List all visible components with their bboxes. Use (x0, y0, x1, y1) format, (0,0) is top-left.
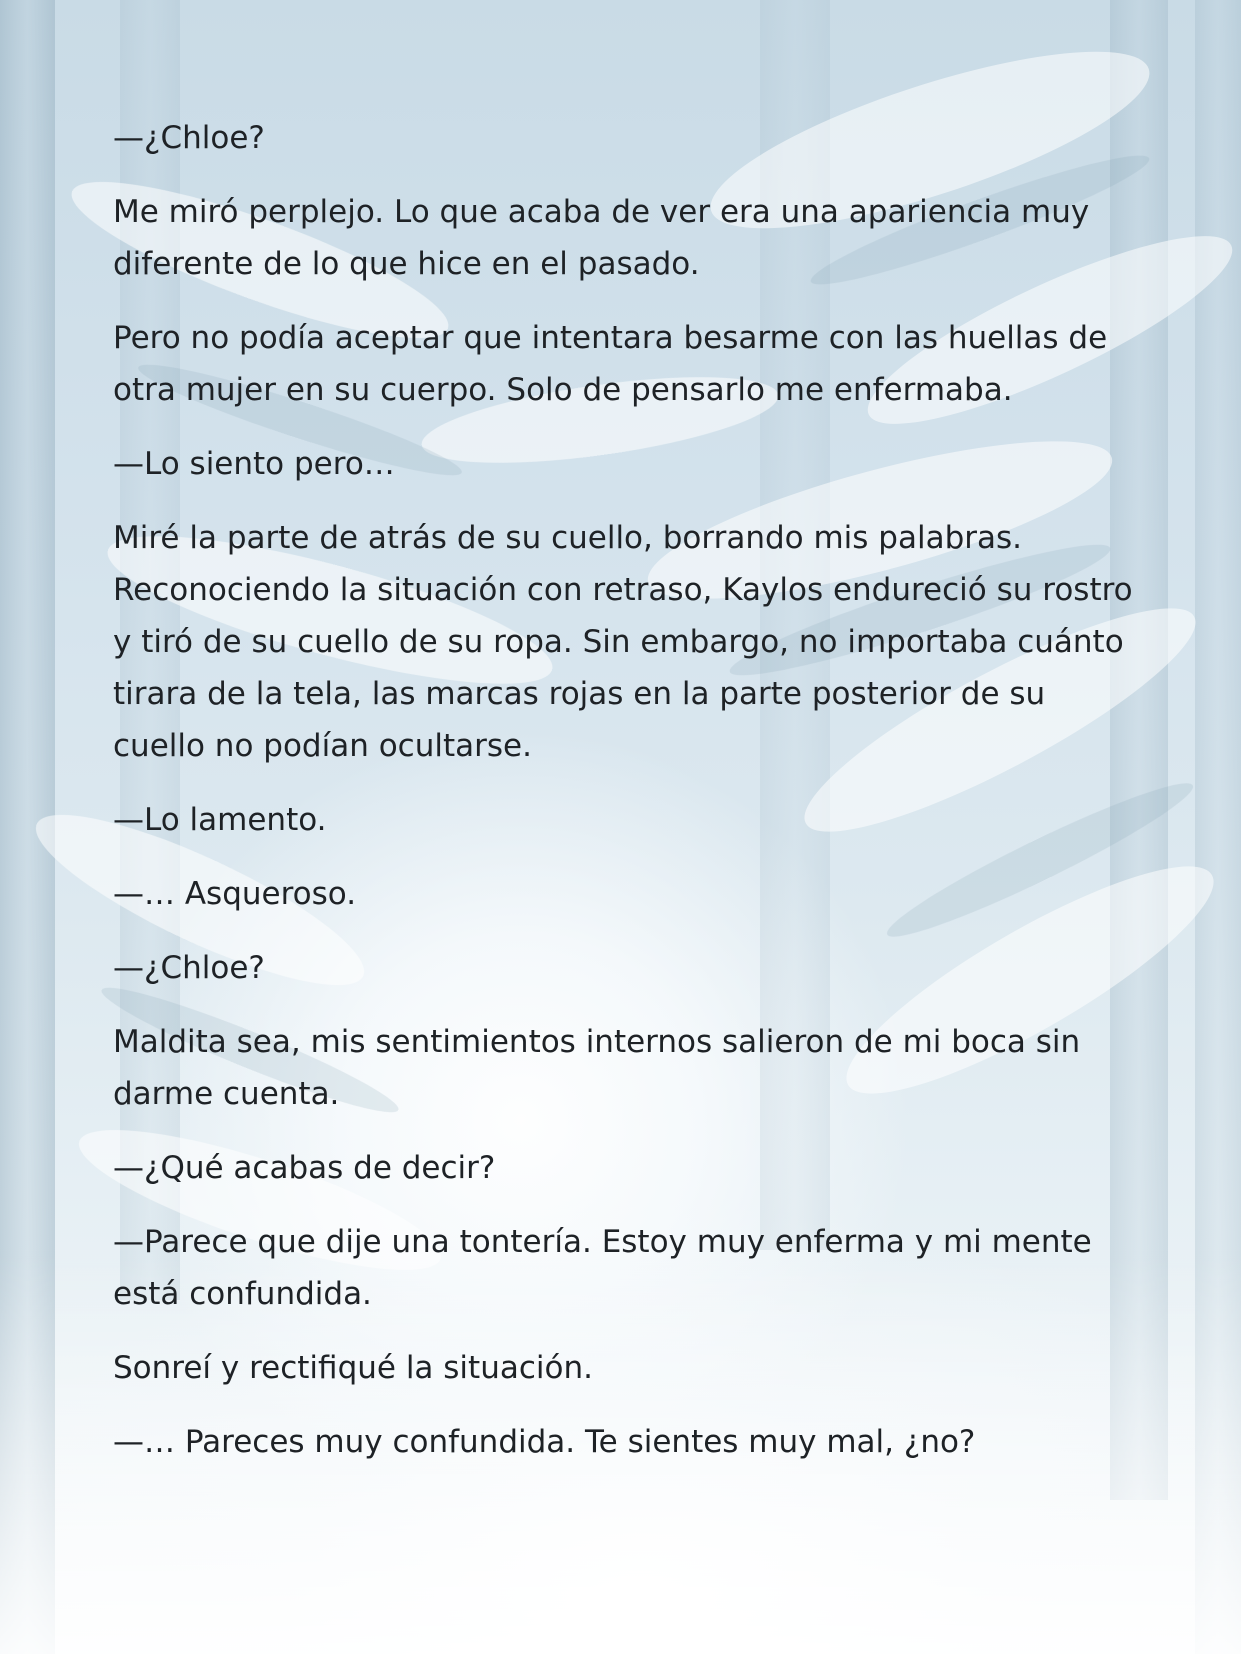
paragraph-13: —… Pareces muy confundida. Te sientes muy mal, ¿no? (113, 1424, 976, 1460)
paragraph-8: —¿Chloe? (113, 950, 265, 986)
paragraph-5: Miré la parte de atrás de su cuello, borrando mis palabras. Reconociendo la situación con retraso, Kaylos endureció su rostro y tiró de su cuello de su ropa. Sin embargo, no importaba cuánto tirara de la tela, las marcas rojas en la parte posterior de su cuello no podían ocultarse. (113, 520, 1133, 764)
paragraph-7: —… Asqueroso. (113, 876, 357, 912)
paragraph-11: —Parece que dije una tontería. Estoy muy enferma y mi mente está confundida. (113, 1224, 1092, 1312)
paragraph-10: —¿Qué acabas de decir? (113, 1150, 496, 1186)
paragraph-4: —Lo siento pero… (113, 446, 395, 482)
paragraph-1: —¿Chloe? (113, 120, 265, 156)
story-text (113, 112, 1133, 1490)
paragraph-9: Maldita sea, mis sentimientos internos salieron de mi boca sin darme cuenta. (113, 1024, 1081, 1112)
paragraph-6: —Lo lamento. (113, 802, 327, 838)
paragraph-12: Sonreí y rectifiqué la situación. (113, 1350, 593, 1386)
paragraph-3: Pero no podía aceptar que intentara besarme con las huellas de otra mujer en su cuerpo. Solo de pensarlo me enfermaba. (113, 320, 1108, 408)
paragraph-2: Me miró perplejo. Lo que acaba de ver era una apariencia muy diferente de lo que hice en el pasado. (113, 194, 1090, 282)
